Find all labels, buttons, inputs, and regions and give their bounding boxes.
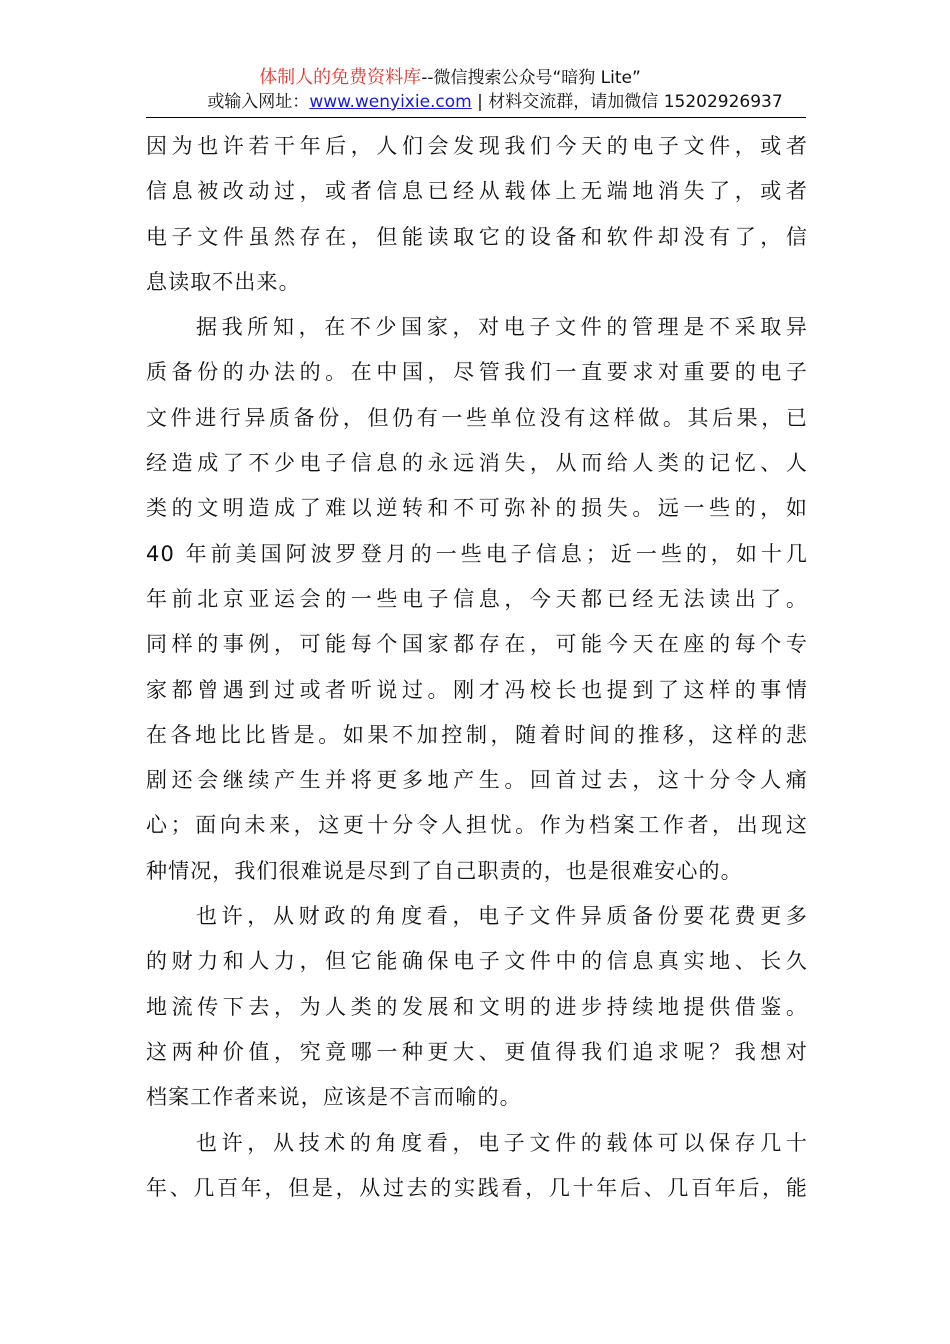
- text-line: 家都曾遇到过或者听说过。刚才冯校长也提到了这样的事情: [146, 677, 808, 702]
- text-line: 在各地比比皆是。如果不加控制，随着时间的推移，这样的悲: [146, 722, 808, 747]
- text-line: 信息被改动过，或者信息已经从载体上无端地消失了，或者: [146, 179, 808, 204]
- header-line-1: [0, 66, 950, 90]
- text-line: 电子文件虽然存在，但能读取它的设备和软件却没有了，信: [146, 224, 808, 249]
- text-line: 的财力和人力，但它能确保电子文件中的信息真实地、长久: [146, 949, 808, 974]
- text-line: 这两种价值，究竟哪一种更大、更值得我们追求呢？我想对: [146, 1039, 808, 1064]
- website-link[interactable]: www.wenyixie.com: [309, 92, 472, 112]
- text-line: 文件进行异质备份，但仍有一些单位没有这样做。其后果，已: [146, 405, 808, 430]
- header-line-2: [40, 90, 950, 114]
- text-line: 同样的事例，可能每个国家都存在，可能今天在座的每个专: [146, 632, 808, 657]
- text-line: 也许，从技术的角度看，电子文件的载体可以保存几十: [196, 1130, 808, 1155]
- url-prefix: 或输入网址：: [207, 92, 310, 112]
- header-tagline: --微信搜索公众号“暗狗 Lite”: [421, 68, 641, 88]
- text-line: 地流传下去，为人类的发展和文明的进步持续地提供借鉴。: [146, 994, 808, 1019]
- header-separator: |: [471, 92, 489, 112]
- text-line: 也许，从财政的角度看，电子文件异质备份要花费更多: [196, 904, 808, 929]
- text-line: 年前北京亚运会的一些电子信息，今天都已经无法读出了。: [146, 586, 808, 611]
- text-line: 据我所知，在不少国家，对电子文件的管理是不采取异: [196, 315, 808, 340]
- contact-info: 材料交流群，请加微信 15202926937: [488, 92, 783, 112]
- text-line: 类的文明造成了难以逆转和不可弥补的损失。远一些的，如: [146, 496, 808, 521]
- brand-title: 体制人的免费资料库: [259, 67, 422, 88]
- text-line: 40 年前美国阿波罗登月的一些电子信息；近一些的，如十几: [146, 541, 808, 566]
- text-line: 因为也许若干年后，人们会发现我们今天的电子文件，或者: [146, 134, 808, 158]
- text-line: 质备份的办法的。在中国，尽管我们一直要求对重要的电子: [146, 360, 808, 385]
- text-line: 剧还会继续产生并将更多地产生。回首过去，这十分令人痛: [146, 768, 808, 793]
- text-line: 息读取不出来。: [146, 269, 301, 294]
- text-line: 心；面向未来，这更十分令人担忧。作为档案工作者，出现这: [146, 813, 808, 838]
- document-body: [146, 124, 808, 1211]
- text-line: 档案工作者来说，应该是不言而喻的。: [146, 1085, 522, 1110]
- page-header: [0, 66, 950, 114]
- text-line: 年、几百年，但是，从过去的实践看，几十年后、几百年后，能: [146, 1175, 808, 1200]
- text-line: 种情况，我们很难说是尽到了自己职责的，也是很难安心的。: [146, 858, 743, 883]
- header-divider: [146, 117, 806, 118]
- text-line: 经造成了不少电子信息的永远消失，从而给人类的记忆、人: [146, 451, 808, 476]
